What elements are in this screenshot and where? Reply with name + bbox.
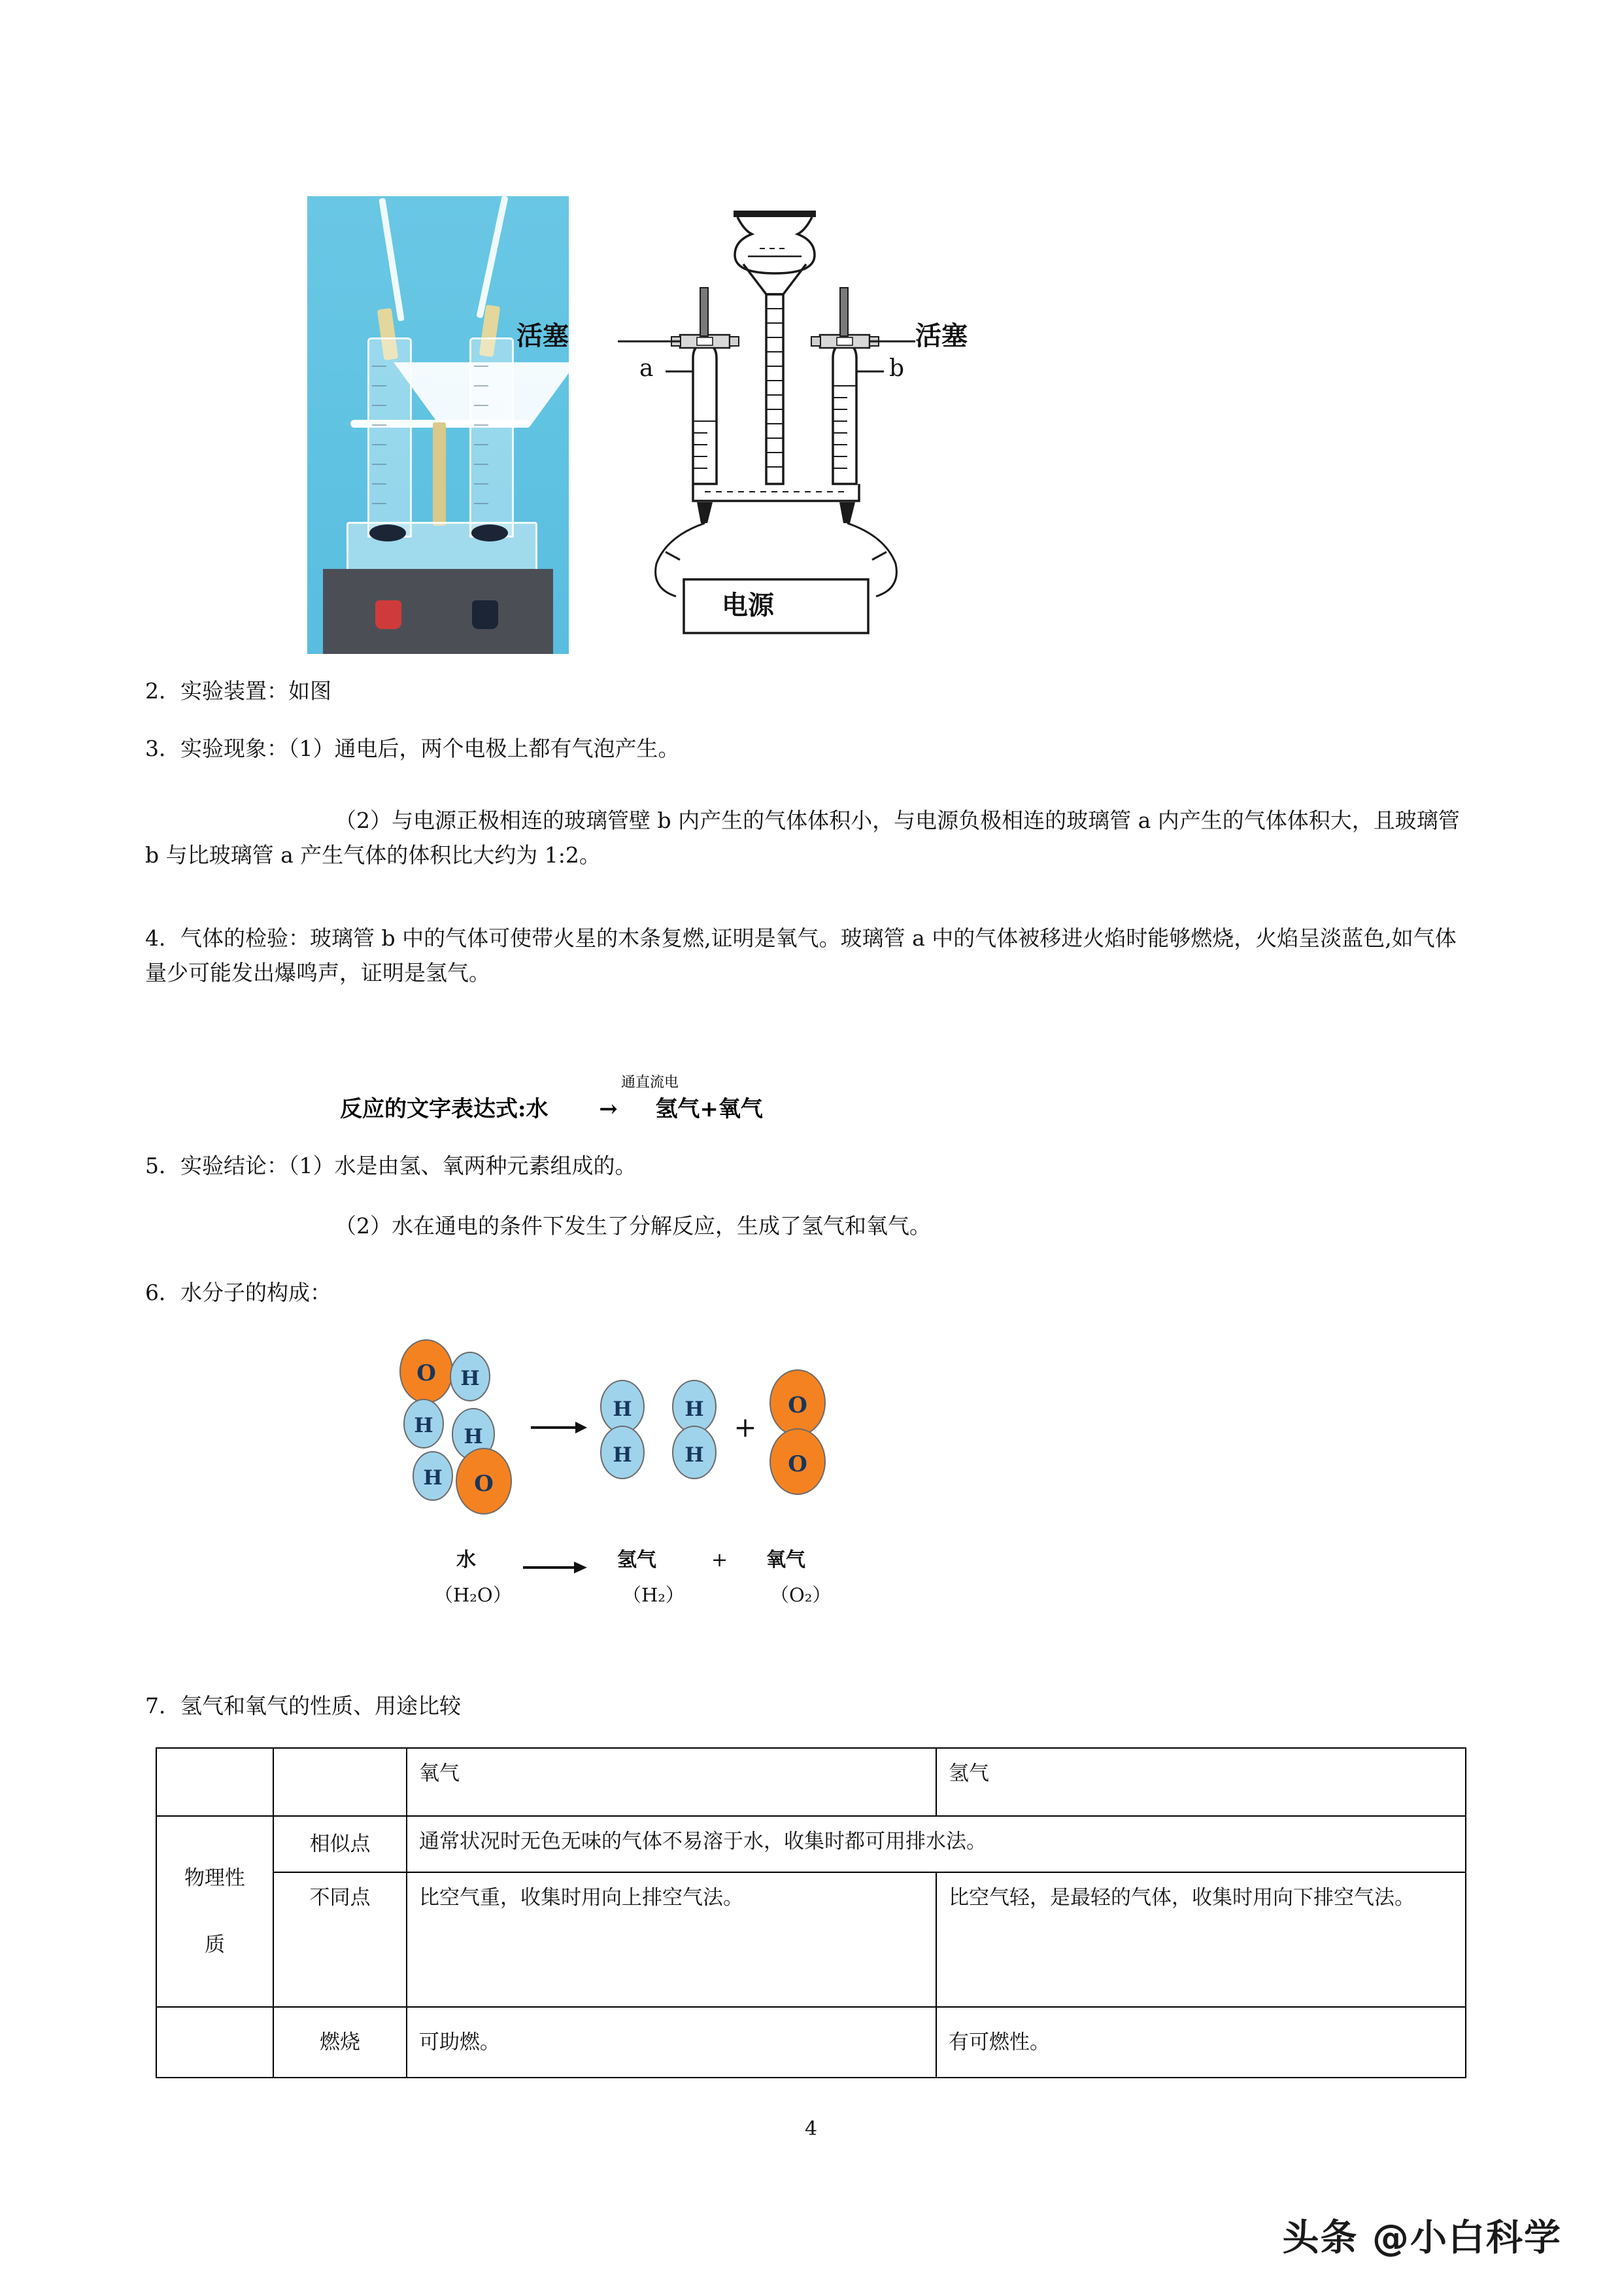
svg-text:+: + bbox=[734, 1411, 757, 1443]
svg-text:H: H bbox=[684, 1397, 704, 1421]
equation-prefix: 反应的文字表达式:水 bbox=[340, 1096, 549, 1122]
figure-row bbox=[307, 196, 968, 654]
svg-text:H: H bbox=[684, 1443, 704, 1467]
photo-funnel-stem bbox=[433, 422, 446, 526]
cell-aspect-similar: 相似点 bbox=[273, 1816, 407, 1872]
svg-text:O: O bbox=[788, 1392, 807, 1418]
photo-stopper-right bbox=[471, 524, 508, 541]
molecule-label-water: 水 bbox=[456, 1549, 476, 1571]
category-line-1: 物理性 bbox=[184, 1866, 245, 1890]
photo-tube-left bbox=[379, 197, 405, 321]
item-2-text: 2．实验装置：如图 bbox=[145, 678, 331, 704]
power-supply-label: 电源 bbox=[722, 590, 774, 621]
tube-a-label: a bbox=[639, 355, 654, 382]
svg-text:H: H bbox=[613, 1397, 632, 1421]
equation-products: 氢气+氧气 bbox=[655, 1096, 763, 1122]
watermark: 头条 @小白科学 bbox=[1282, 2217, 1562, 2259]
svg-text:O: O bbox=[788, 1451, 807, 1477]
piston-label-left: 活塞 bbox=[516, 320, 569, 351]
header-cell-oxygen: 氧气 bbox=[407, 1748, 936, 1816]
photo-cylinder-right bbox=[469, 337, 514, 538]
svg-text:O: O bbox=[416, 1360, 436, 1386]
table-row bbox=[156, 1872, 1466, 2007]
cell-similar-merged: 通常状况时无色无味的气体不易溶于水，收集时都可用排水法。 bbox=[407, 1816, 1466, 1872]
svg-text:H: H bbox=[414, 1414, 433, 1437]
molecule-label-oxygen: 氧气 bbox=[766, 1549, 805, 1571]
cell-oxygen-burning: 可助燃。 bbox=[407, 2007, 936, 2078]
cell-category-physical bbox=[156, 1816, 273, 2007]
electrolysis-apparatus-photo bbox=[307, 196, 569, 654]
cell-aspect-burning: 燃烧 bbox=[273, 2007, 407, 2078]
photo-plug-black bbox=[472, 600, 498, 629]
item-5-line-1: 5．实验结论：（1）水是由氢、氧两种元素组成的。 bbox=[145, 1153, 637, 1178]
cell-category-blank bbox=[156, 2007, 273, 2078]
cell-oxygen-different: 比空气重，收集时用向上排空气法。 bbox=[407, 1872, 936, 2007]
item-3-line-1: 3．实验现象：（1）通电后，两个电极上都有气泡产生。 bbox=[145, 736, 680, 761]
piston-label-right: 活塞 bbox=[915, 320, 968, 351]
table-row bbox=[156, 1816, 1466, 1872]
item-6-text: 6．水分子的构成： bbox=[145, 1280, 331, 1305]
category-line-2: 质 bbox=[204, 1933, 225, 1957]
molecule-formula-hydrogen: （H₂） bbox=[622, 1584, 684, 1606]
equation-arrow: → bbox=[599, 1096, 618, 1122]
cell-hydrogen-different: 比空气轻，是最轻的气体，收集时用向下排空气法。 bbox=[936, 1872, 1466, 2007]
header-cell-blank-2 bbox=[273, 1748, 407, 1816]
electrolysis-schematic-diagram bbox=[516, 196, 968, 654]
molecule-formula-oxygen: （O₂） bbox=[770, 1584, 832, 1606]
tube-b-label: b bbox=[889, 355, 905, 382]
item-4-text: 4．气体的检验：玻璃管 b 中的气体可使带火星的木条复燃,证明是氧气。玻璃管 a 中的气体被移进火焰时能够燃烧，火焰呈淡蓝色,如气体量少可能发出爆鸣声，证明是氢气。 bbox=[145, 925, 1457, 986]
word-equation bbox=[340, 1074, 763, 1123]
page-number: 4 bbox=[804, 2117, 818, 2140]
molecule-formula-water: （H₂O） bbox=[434, 1584, 512, 1606]
svg-text:H: H bbox=[423, 1466, 443, 1490]
cell-hydrogen-burning: 有可燃性。 bbox=[936, 2007, 1466, 2078]
equation-condition: 通直流电 bbox=[621, 1074, 679, 1091]
svg-text:O: O bbox=[474, 1471, 494, 1497]
header-cell-hydrogen: 氢气 bbox=[936, 1748, 1466, 1816]
item-7-text: 7．氢气和氧气的性质、用途比较 bbox=[145, 1693, 461, 1719]
photo-cylinder-left bbox=[367, 337, 412, 538]
item-3-line-2: （2）与电源正极相连的玻璃管壁 b 内产生的气体体积小，与电源负极相连的玻璃管 a 内产生的气体体积大，且玻璃管 b 与比玻璃管 a 产生气体的体积比大约为 1:2。 bbox=[145, 808, 1460, 868]
item-5-line-2: （2）水在通电的条件下发生了分解反应，生成了氢气和氧气。 bbox=[335, 1213, 931, 1239]
header-cell-blank-1 bbox=[156, 1748, 273, 1816]
molecule-label-hydrogen: 氢气 bbox=[617, 1549, 656, 1571]
svg-text:H: H bbox=[460, 1367, 480, 1390]
photo-base-board bbox=[323, 569, 553, 654]
water-decomposition-molecule-diagram bbox=[392, 1337, 863, 1651]
cell-aspect-different: 不同点 bbox=[273, 1872, 407, 2007]
photo-tube-right bbox=[476, 196, 508, 318]
photo-stopper-left bbox=[369, 524, 406, 541]
svg-text:H: H bbox=[613, 1443, 632, 1467]
svg-text:H: H bbox=[464, 1425, 483, 1448]
molecule-label-plus: + bbox=[711, 1549, 728, 1571]
table-header-row bbox=[156, 1748, 1466, 1816]
table-row bbox=[156, 2007, 1466, 2078]
properties-comparison-table bbox=[156, 1747, 1466, 2078]
photo-plug-red bbox=[375, 600, 401, 629]
